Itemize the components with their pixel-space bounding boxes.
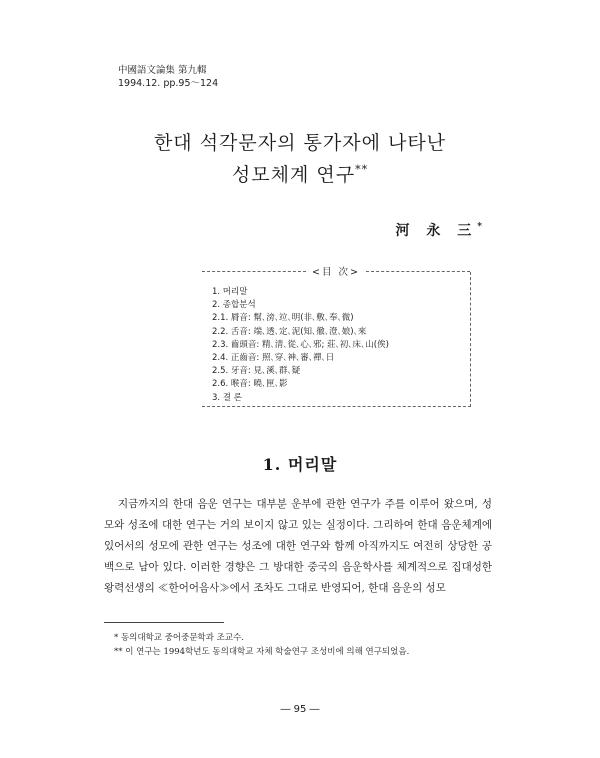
toc-header [202, 264, 470, 278]
toc-list [212, 286, 389, 405]
footnote-1: * 동의대학교 중어중문학과 조교수. [114, 633, 245, 643]
toc-item: 2.4. 正齒音: 照､穿､神､審､禪､日 [212, 353, 335, 364]
paper-title-line2: 성모체계 연구** [231, 163, 369, 186]
journal-issue: 1994.12. pp.95～124 [118, 78, 219, 89]
toc-item: 2.6. 喉音: 曉､匣､影 [212, 379, 288, 390]
toc-item: 2.5. 牙音: 見､溪､群､疑 [212, 366, 301, 377]
toc-item: 2.3. 齒頭音: 精､淸､從､心､邪; 莊､初､床､山(俟) [212, 339, 389, 350]
author-name: 河 永 三* [395, 222, 482, 239]
table-of-contents [202, 267, 471, 407]
toc-dash-right [366, 271, 470, 272]
toc-item: 3. 결 론 [212, 392, 242, 403]
toc-item: 2.1. 脣音: 幫､滂､竝､明(非､敷､奉､微) [212, 313, 354, 324]
toc-item: 1. 머리말 [212, 287, 248, 297]
toc-item: 2.2. 舌音: 端､透､定､泥(知､徹､澄､娘)､來 [212, 326, 367, 337]
toc-heading: <目 次> [312, 267, 360, 278]
author-footnote-marker: * [477, 222, 482, 232]
page-number: ― 95 ― [280, 704, 320, 715]
toc-dash-left [202, 271, 306, 272]
title-footnote-marker: ** [355, 163, 369, 176]
paper-title-line1: 한대 석각문자의 통가자에 나타난 [153, 132, 447, 154]
footnote-2: ** 이 연구는 1994학년도 동의대학교 자체 학술연구 조성비에 의해 연구되었음. [114, 647, 410, 657]
section-heading: 1. 머리말 [262, 455, 338, 474]
body-paragraph: 지금까지의 한대 음운 연구는 대부분 운부에 관한 연구가 주를 이루어 왔으며, 성모와 성조에 대한 연구는 거의 보이지 않고 있는 실정이다. 그리하여 한대 음운체계에 있어서의 성모에 관한 연구는 성조에 대한 연구와 함께 아직까지도 여전히 상당한 공백으로 남아 있다. 이러한 경향은 그 방대한 중국의 음운학사를 체계적으로 집대성한 왕력선생의 ≪한어어음사≫에서 조차도 그대로 반영되어, 한대 음운의 성모 [104, 498, 492, 594]
journal-name: 中國語文論集 第九輯 [118, 65, 207, 76]
toc-item: 2. 종합분석 [212, 300, 256, 311]
footnote-divider [104, 622, 224, 623]
journal-header [118, 64, 218, 90]
